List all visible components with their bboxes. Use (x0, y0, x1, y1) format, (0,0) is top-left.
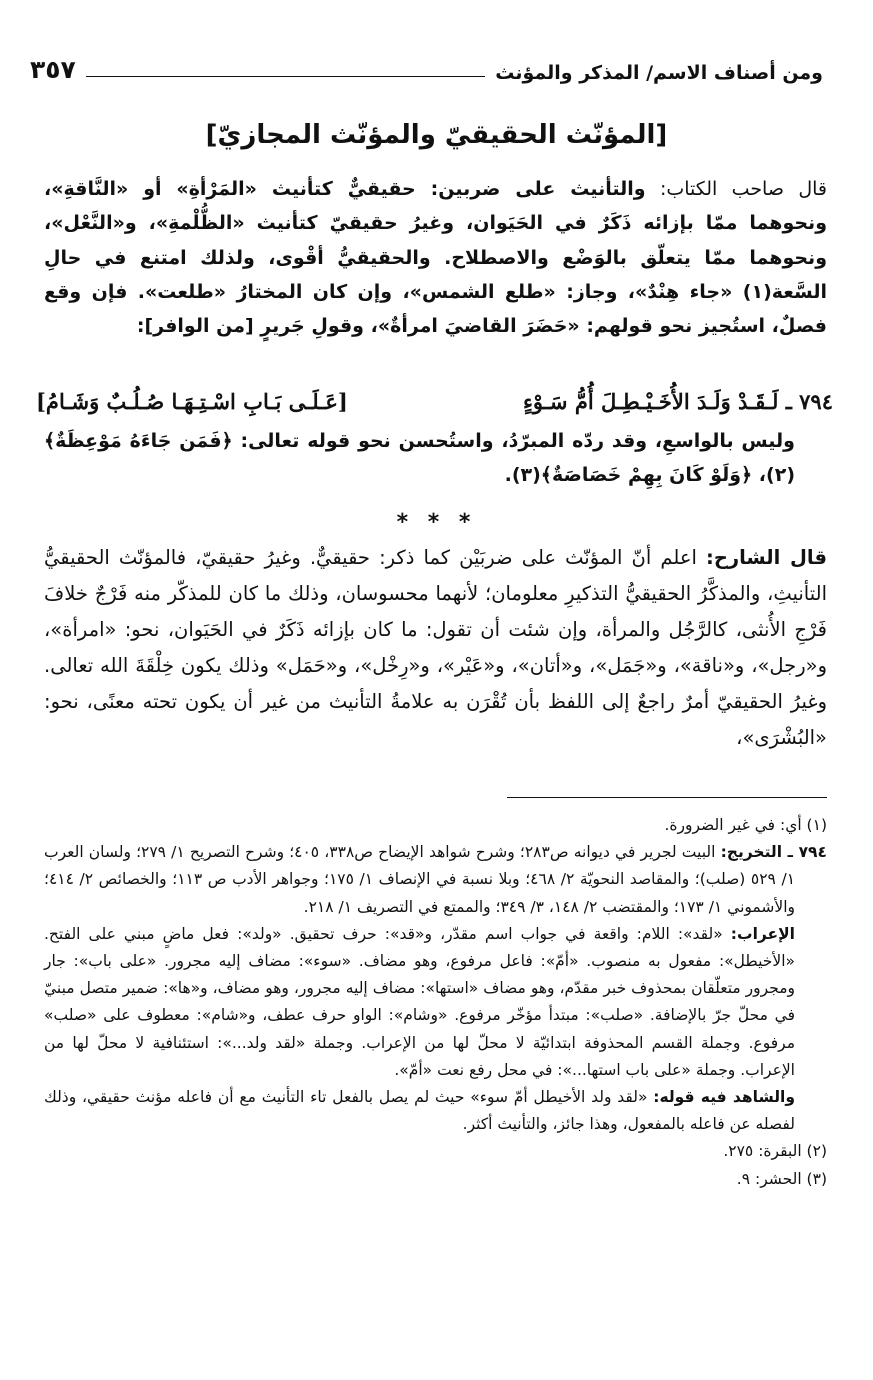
commentary-body: اعلم أنّ المؤنّث على ضربَيْن كما ذكر: حقيقيٌّ. وغيرُ حقيقيّ، فالمؤنّث الحقيقيُّ التأنيثِ، والمذكَّرُ الحقيقيُّ التذكيرِ معلومان؛ لأنهما محسوسان، وذلك ما كان للمذكّر منه فَرْجٌ خلافَ فَرْجِ الأُنثى، كالرَّجُل والمرأة، وإن شئت أن تقول: ما كان بإزائه ذَكَرٌ في الحَيَوان، نحو: «امرأة»، و«رجل»، و«ناقة»، و«جَمَل»، و«أتان»، و«عَيْر»، و«رِخْل»، و«حَمَل» وذلك يكون خِلْقَةَ الله تعالى. وغيرُ الحقيقيّ أمرٌ راجعٌ إلى اللفظ بأن تُقْرَن به علامةُ التأنيث من غير أن يكون تحته معنًى، نحو: «البُشْرَى»، (44, 546, 827, 749)
footnote-3: (٣) الحشر: ٩. (736, 1169, 827, 1188)
takhrij-text: البيت لجرير في ديوانه ص٢٨٣؛ وشرح شواهد الإيضاح ص٣٣٨، ٤٠٥؛ وشرح التصريح ١/ ٢٧٩؛ ولسان العرب ١/ ٥٢٩ (صلب)؛ والمقاصد النحويّة ٢/ ٤٦٨؛ وبلا نسبة في الإنصاف ١/ ١٧٥؛ وجواهر الأدب ص ١١٣؛ والخصائص ٢/ ٤١٤؛ والأشموني ١/ ١٧٣؛ والمقتضب ٢/ ١٤٨، ٣/ ٣٤٩؛ والممتع في التصريف ١/ ٢١٨. (44, 843, 796, 916)
author-text-continued (44, 424, 827, 493)
author-paragraph (44, 172, 827, 343)
footnote-rule (507, 797, 827, 798)
commentator-label: قال الشارح: (706, 546, 827, 569)
author-lead: قال صاحب الكتاب: (659, 178, 828, 200)
irab-label: الإعراب: (730, 924, 795, 943)
section-separator: * * * (396, 510, 477, 535)
running-header (30, 52, 823, 84)
author-body: والتأنيث على ضربين: حقيقيٌّ كتأنيث «المَرْأةِ» أو «النَّاقةِ»، ونحوهما ممّا بإزائه ذَكَرٌ في الحَيَوان، وغيرُ حقيقيّ كتأنيث «الظُّلْمةِ»، و«النَّعْل»، ونحوهما ممّا يتعلّق بالوَضْع والاصطلاح. والحقيقيُّ أقْوى، ولذلك امتنع في حالِ السَّعة(١) «جاء هِنْدٌ»، وجاز: «طلع الشمس»، وإن كان المختارُ «طلعت». فإن وقع فصلٌ، استُجيز نحو قولهم: «حَضَرَ القاضيَ امرأةٌ»، وقولِ جَريرٍ [من الوافر]: (44, 178, 827, 338)
page-number: ٣٥٧ (30, 55, 76, 84)
footnote-takhrij (44, 839, 827, 921)
header-rule (86, 76, 485, 77)
running-title: ومن أصناف الاسم/ المذكر والمؤنث (495, 62, 823, 84)
footnote-shahid (44, 1084, 827, 1138)
shahid-label: والشاهد فيه قوله: (653, 1088, 795, 1107)
footnote-2: (٢) البقرة: ٢٧٥. (723, 1142, 827, 1161)
irab-text: «لقد»: اللام: واقعة في جواب اسم مقدّر، و«قد»: حرف تحقيق. «ولد»: فعل ماضٍ مبني على الفتح. «الأخيطل»: مفعول به منصوب. «أمّ»: فاعل مرفوع، وهو مضاف. «سوء»: مضاف إليه مجرور. «على باب»: جار ومجرور متعلّقان بمحذوف خبر مقدّم، وهو مضاف «استها»: مضاف إليه مجرور، وهو مضاف، و«ها»: ضمير متصل مبنيّ في محلّ جرّ بالإضافة. «صلب»: مبتدأ مؤخّر مرفوع. «وشام»: الواو حرف عطف، و«شام»: معطوف على «صلب» مرفوع. وجملة القسم المحذوفة ابتدائيّة لا محلّ لها من الإعراب. وجملة «لقد ولد...»: استئنافية لا محلّ لها من الإعراب. وجملة «على باب استها...»: في محل رفع نعت «أمّ». (44, 924, 795, 1079)
author-text (44, 172, 827, 343)
commentary-paragraph (44, 540, 827, 756)
verse-first-hemistich: ٧٩٤ ـ لَـقَـدْ وَلَـدَ الأُخَـيْـطِـلَ أُمُّ سَـوْءٍ (523, 388, 833, 414)
shahid-text: «لقد ولد الأخيطل أمّ سوء» حيث لم يصل بالفعل تاء التأنيث مع أن فاعله مؤنث حقيقي، وذلك لفصله عن فاعله بالمفعول، وهذا جائز، والتأنيث أكثر. (44, 1088, 795, 1134)
verse-line (36, 381, 833, 421)
commentary-text (44, 540, 827, 756)
author-paragraph-2: وليس بالواسعِ، وقد ردّه المبرّدُ، واستُحسن نحو قوله تعالى: ﴿فَمَن جَاءَهُ مَوْعِظَةٌ﴾(٢)، ﴿وَلَوْ كَانَ بِهِمْ خَصَاصَةٌ﴾(٣). (44, 430, 795, 487)
section-title: [المؤنّث الحقيقيّ والمؤنّث المجازيّ] (205, 120, 668, 150)
footnotes (44, 812, 827, 1193)
footnote-1: (١) أي: في غير الضرورة. (664, 816, 827, 834)
verse-second-hemistich: [عَـلَـى بَـابِ اسْـتِـهَـا صُـلُـبٌ وَشَـامُ] (36, 388, 348, 414)
takhrij-label: ٧٩٤ ـ التخريج: (720, 843, 827, 862)
footnote-irab (44, 921, 827, 1084)
